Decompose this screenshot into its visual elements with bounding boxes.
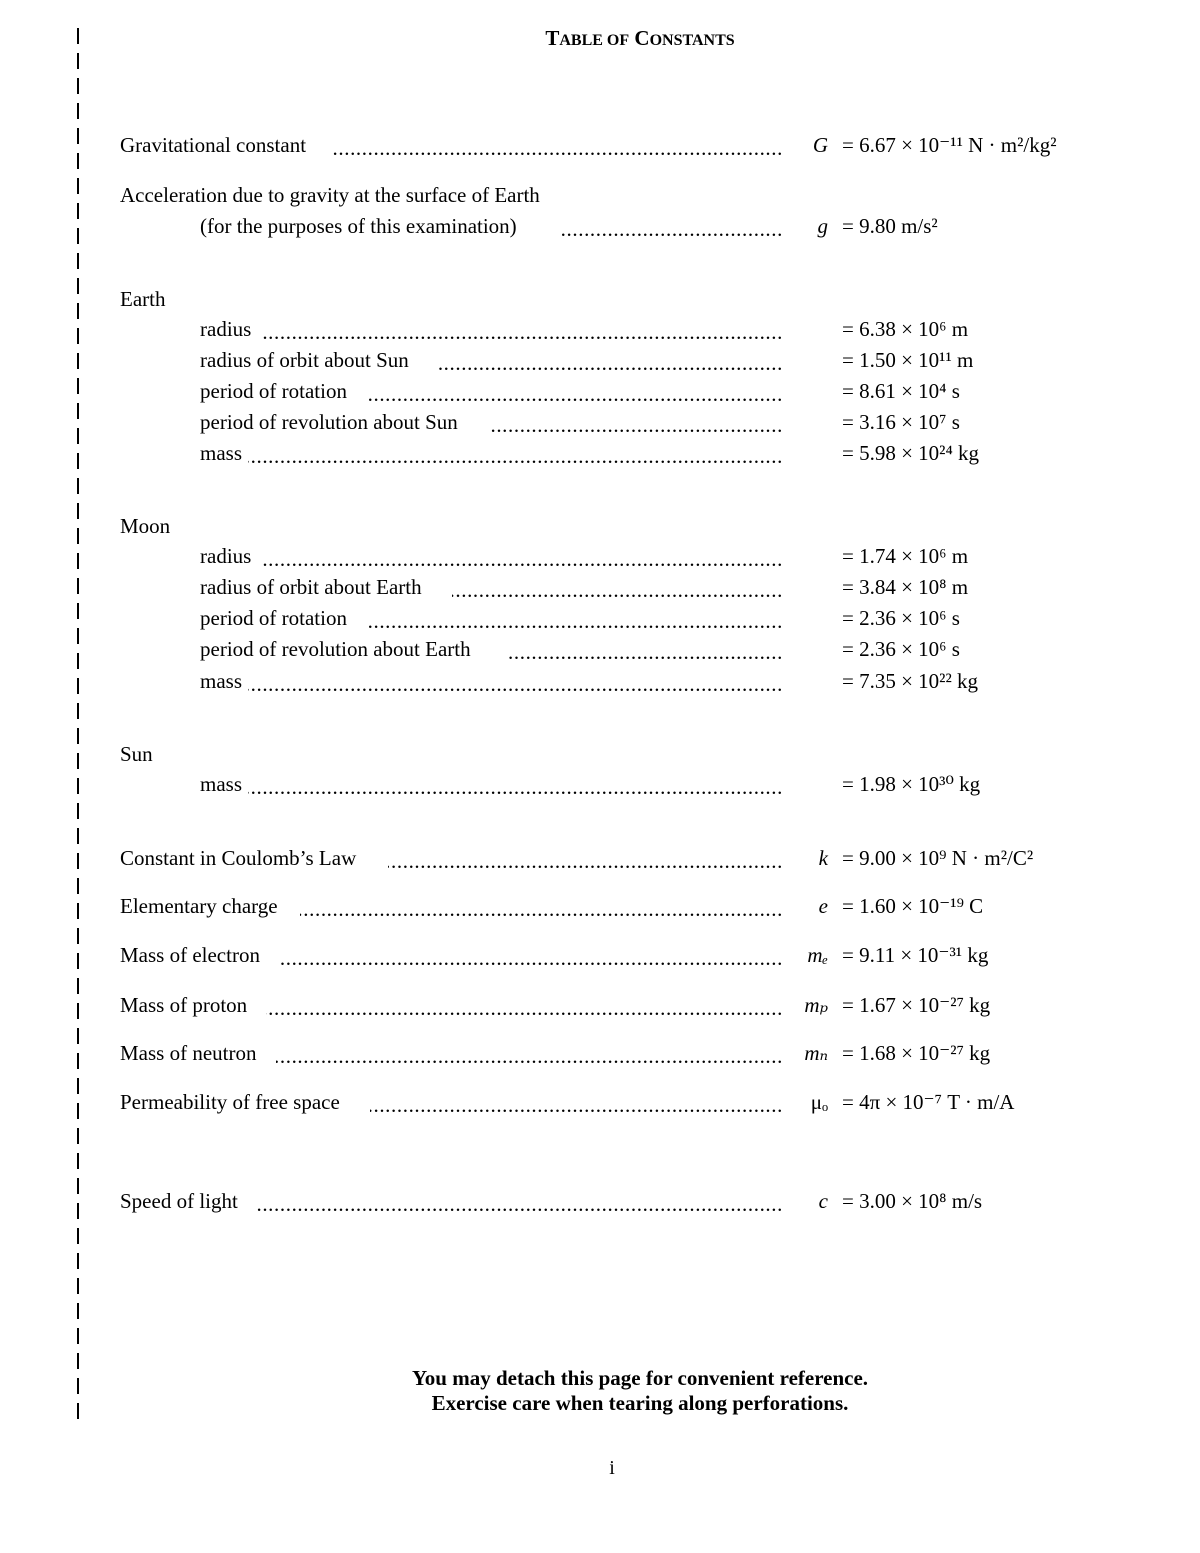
constant-symbol: mₚ — [804, 993, 828, 1017]
moon-value: = 7.35 × 10²² kg — [842, 669, 979, 693]
page-title: TABLE OF CONSTANTS — [545, 26, 735, 50]
constant-row — [0, 990, 1200, 1020]
constant-row — [0, 130, 1200, 160]
moon-value: = 2.36 × 10⁶ s — [842, 606, 960, 630]
dot-leader — [262, 314, 783, 344]
section-heading-sun: Sun — [120, 742, 153, 766]
moon-label: period of revolution about Earth — [200, 637, 471, 661]
dot-leader — [300, 891, 783, 921]
section-heading-moon: Moon — [120, 514, 171, 538]
constant-row — [0, 1186, 1200, 1216]
constant-value: = 3.00 × 10⁸ m/s — [842, 1189, 983, 1213]
sun-row — [0, 769, 1200, 799]
dot-leader — [278, 940, 783, 970]
earth-row — [0, 376, 1200, 406]
earth-label: period of revolution about Sun — [200, 410, 458, 434]
dot-leader — [388, 843, 783, 873]
dot-leader — [248, 438, 783, 468]
dot-leader — [490, 407, 783, 437]
moon-label: period of rotation — [200, 606, 347, 630]
constant-label: Elementary charge — [120, 894, 278, 918]
moon-label: mass — [200, 669, 242, 693]
dot-leader — [366, 376, 783, 406]
constant-row — [0, 211, 1200, 241]
constant-label-continued: (for the purposes of this examination) — [200, 214, 517, 238]
constant-value: = 6.67 × 10⁻¹¹ N · m²/kg² — [842, 133, 1057, 157]
sun-value: = 1.98 × 10³⁰ kg — [842, 772, 981, 796]
constant-symbol: mₑ — [807, 943, 828, 967]
earth-row — [0, 407, 1200, 437]
constant-label: Constant in Coulomb’s Law — [120, 846, 357, 870]
dot-leader — [436, 345, 783, 375]
moon-row — [0, 634, 1200, 664]
moon-value: = 3.84 × 10⁸ m — [842, 575, 969, 599]
constant-label: Speed of light — [120, 1189, 238, 1213]
moon-value: = 1.74 × 10⁶ m — [842, 544, 969, 568]
constant-symbol: mₙ — [804, 1041, 828, 1065]
moon-row — [0, 572, 1200, 602]
constant-label: Permeability of free space — [120, 1090, 340, 1114]
earth-row — [0, 345, 1200, 375]
dot-leader — [262, 541, 783, 571]
constant-symbol: c — [818, 1189, 828, 1213]
moon-label: radius — [200, 544, 252, 568]
dot-leader — [560, 211, 783, 241]
dot-leader — [370, 1087, 783, 1117]
constant-label: Mass of electron — [120, 943, 260, 967]
moon-row — [0, 603, 1200, 633]
tear-note: Exercise care when tearing along perforations. — [431, 1391, 849, 1415]
constant-row — [0, 1087, 1200, 1117]
constant-row — [0, 940, 1200, 970]
constant-value: = 1.60 × 10⁻¹⁹ C — [842, 894, 984, 918]
constant-value: = 9.80 m/s² — [842, 214, 938, 238]
constant-value: = 4π × 10⁻⁷ T · m/A — [842, 1090, 1015, 1114]
page-number: i — [609, 1457, 615, 1479]
earth-label: radius of orbit about Sun — [200, 348, 409, 372]
constant-row-heading — [0, 180, 1200, 210]
constant-label: Acceleration due to gravity at the surface of Earth — [120, 183, 540, 207]
constant-symbol: g — [817, 214, 828, 238]
constant-row — [0, 1038, 1200, 1068]
constant-symbol: G — [812, 133, 828, 157]
earth-row — [0, 438, 1200, 468]
dot-leader — [366, 603, 783, 633]
constant-value: = 9.00 × 10⁹ N · m²/C² — [842, 846, 1034, 870]
earth-value: = 5.98 × 10²⁴ kg — [842, 441, 980, 465]
dot-leader — [248, 666, 783, 696]
constant-label: Mass of neutron — [120, 1041, 257, 1065]
constant-symbol: e — [818, 894, 828, 918]
dot-leader — [276, 1038, 783, 1068]
earth-label: mass — [200, 441, 242, 465]
earth-row — [0, 314, 1200, 344]
moon-row — [0, 541, 1200, 571]
moon-label: radius of orbit about Earth — [200, 575, 422, 599]
constant-label: Mass of proton — [120, 993, 248, 1017]
constant-symbol: k — [818, 846, 828, 870]
constant-row — [0, 843, 1200, 873]
constant-label: Gravitational constant — [120, 133, 307, 157]
section-heading-earth: Earth — [120, 287, 166, 311]
earth-value: = 8.61 × 10⁴ s — [842, 379, 960, 403]
dot-leader — [256, 1186, 783, 1216]
moon-row — [0, 666, 1200, 696]
earth-label: period of rotation — [200, 379, 347, 403]
constant-row — [0, 891, 1200, 921]
dot-leader — [452, 572, 783, 602]
dot-leader — [506, 634, 783, 664]
detach-note: You may detach this page for convenient reference. — [411, 1366, 869, 1390]
earth-value: = 1.50 × 10¹¹ m — [842, 348, 974, 372]
dot-leader — [266, 990, 783, 1020]
sun-label: mass — [200, 772, 242, 796]
earth-value: = 6.38 × 10⁶ m — [842, 317, 969, 341]
earth-value: = 3.16 × 10⁷ s — [842, 410, 960, 434]
moon-value: = 2.36 × 10⁶ s — [842, 637, 960, 661]
dot-leader — [248, 769, 783, 799]
constant-value: = 9.11 × 10⁻³¹ kg — [842, 943, 989, 967]
dot-leader — [332, 130, 783, 160]
earth-label: radius — [200, 317, 252, 341]
constant-value: = 1.67 × 10⁻²⁷ kg — [842, 993, 991, 1017]
constant-symbol: μₒ — [810, 1090, 828, 1114]
constant-value: = 1.68 × 10⁻²⁷ kg — [842, 1041, 991, 1065]
